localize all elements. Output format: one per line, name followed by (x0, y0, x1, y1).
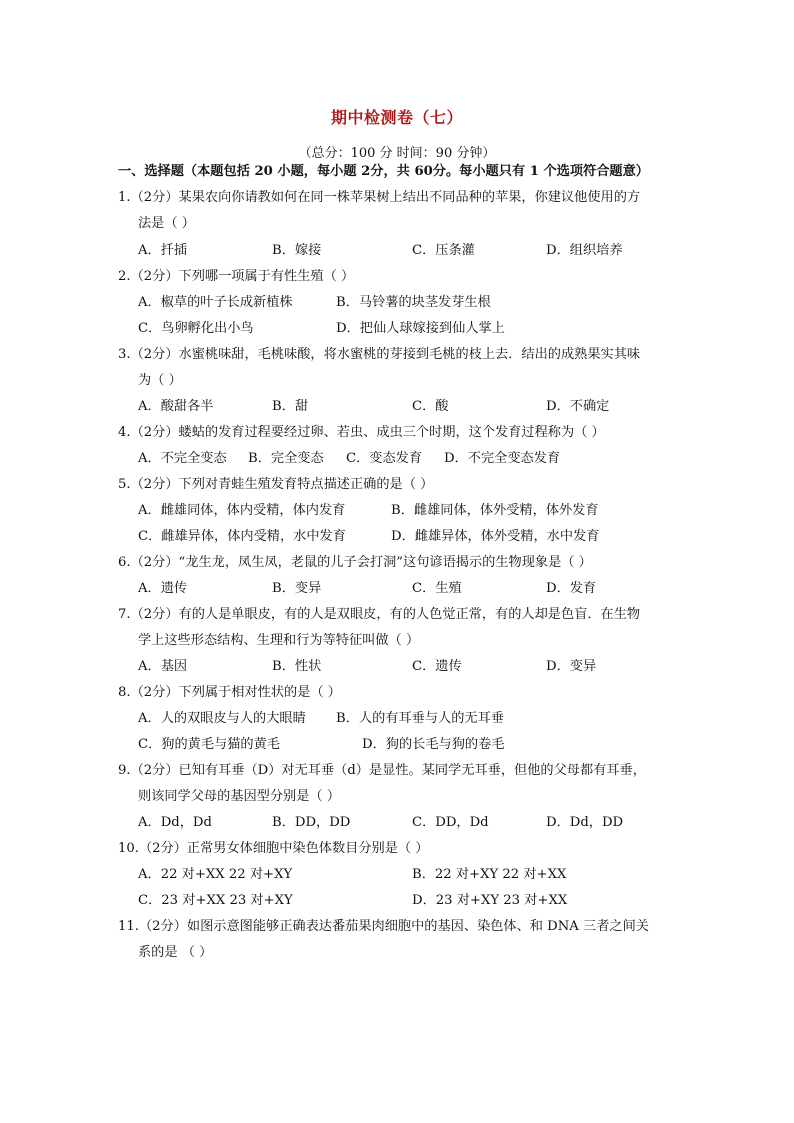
question-1-option-b: B．嫁接 (272, 243, 322, 258)
question-2-option-b: B．马铃薯的块茎发芽生根 (336, 295, 491, 310)
question-10-option-d: D．23 对+XY 23 对+XX (412, 893, 568, 908)
question-6-option-d: D．发育 (546, 581, 597, 596)
question-4-stem: 4.（2分）蝼蛄的发育过程要经过卵、若虫、成虫三个时期，这个发育过程称为（ ） (118, 425, 605, 440)
question-3-option-c: C．酸 (412, 399, 449, 414)
question-1-option-c: C．压条灌 (412, 243, 475, 258)
question-9-stem-cont: 则该同学父母的基因型分别是（ ） (138, 789, 341, 804)
page-title: 期中检测卷（七） (330, 108, 463, 127)
question-2-option-d: D．把仙人球嫁接到仙人掌上 (336, 321, 505, 336)
question-9-option-a: A．Dd，Dd (138, 815, 212, 830)
question-11-stem: 11.（2分）如图示意图能够正确表达番茄果肉细胞中的基因、染色体、和 DNA 三者之间关 (118, 919, 649, 934)
question-8-option-b: B．人的有耳垂与人的无耳垂 (336, 711, 504, 726)
question-3-option-a: A．酸甜各半 (138, 399, 214, 414)
question-9-option-d: D．Dd，DD (546, 815, 624, 830)
question-8-option-c: C．狗的黄毛与猫的黄毛 (138, 737, 280, 752)
question-5-option-b: B．雌雄同体，体外受精，体外发育 (391, 503, 599, 518)
question-1-stem: 1.（2分）某果农向你请教如何在同一株苹果树上结出不同品种的苹果，你建议他使用的方 (118, 190, 641, 205)
question-6-option-a: A．遗传 (138, 581, 188, 596)
question-7-option-b: B．性状 (272, 659, 322, 674)
question-7-stem-cont: 学上这些形态结构、生理和行为等特征叫做（ ） (138, 633, 420, 648)
question-6-option-c: C．生殖 (412, 581, 462, 596)
question-5-stem: 5.（2分）下列对青蛙生殖发育特点描述正确的是（ ） (118, 477, 434, 492)
question-9-stem: 9.（2分）已知有耳垂（D）对无耳垂（d）是显性。某同学无耳垂，但他的父母都有耳垂， (118, 763, 646, 778)
question-4-option-a: A．不完全变态 (138, 451, 227, 466)
question-3-option-b: B．甜 (272, 399, 309, 414)
question-6-stem: 6.（2分）“龙生龙，凤生凤，老鼠的儿子会打洞”这句谚语揭示的生物现象是（ ） (118, 555, 592, 570)
question-1-option-d: D．组织培养 (546, 243, 623, 258)
section-heading: 一、选择题（本题包括 20 小题，每小题 2分，共 60分。每小题只有 1 个选项符合题意） (118, 164, 649, 179)
question-4-option-b: B．完全变态 (248, 451, 324, 466)
question-5-option-a: A．雌雄同体，体内受精，体内发育 (138, 503, 346, 518)
question-10-stem: 10.（2分）正常男女体细胞中染色体数目分别是（ ） (118, 841, 429, 856)
question-10-option-a: A．22 对+XX 22 对+XY (138, 867, 293, 882)
question-5-option-c: C．雌雄异体，体内受精，水中发育 (138, 529, 346, 544)
question-4-option-d: D．不完全变态发育 (444, 451, 561, 466)
question-7-stem: 7.（2分）有的人是单眼皮，有的人是双眼皮，有的人色觉正常，有的人却是色盲．在生物 (118, 607, 641, 622)
question-2-stem: 2.（2分）下列哪一项属于有性生殖（ ） (118, 269, 355, 284)
question-10-option-b: B．22 对+XY 22 对+XX (412, 867, 567, 882)
question-3-stem: 3.（2分）水蜜桃味甜，毛桃味酸，将水蜜桃的芽接到毛桃的枝上去．结出的成熟果实其味 (118, 347, 641, 362)
question-3-option-d: D．不确定 (546, 399, 610, 414)
question-7-option-d: D．变异 (546, 659, 597, 674)
question-9-option-c: C．DD，Dd (412, 815, 489, 830)
question-8-stem: 8.（2分）下列属于相对性状的是（ ） (118, 685, 341, 700)
question-1-option-a: A．扦插 (138, 243, 188, 258)
question-9-option-b: B．DD，DD (272, 815, 351, 830)
question-2-option-a: A．椒草的叶子长成新植株 (138, 295, 293, 310)
question-3-stem-cont: 为（ ） (138, 373, 182, 388)
question-7-option-c: C．遗传 (412, 659, 462, 674)
question-4-option-c: C．变态发育 (346, 451, 423, 466)
question-1-stem-cont: 法是（ ） (138, 216, 195, 231)
question-2-option-c: C．鸟卵孵化出小鸟 (138, 321, 254, 336)
question-8-option-a: A．人的双眼皮与人的大眼睛 (138, 711, 306, 726)
question-10-option-c: C．23 对+XX 23 对+XY (138, 893, 293, 908)
question-8-option-d: D．狗的长毛与狗的卷毛 (362, 737, 505, 752)
question-7-option-a: A．基因 (138, 659, 188, 674)
question-6-option-b: B．变异 (272, 581, 322, 596)
exam-info: （总分：100 分 时间：90 分钟） (298, 146, 496, 161)
question-5-option-d: D．雌雄异体，体外受精，水中发育 (391, 529, 600, 544)
question-11-stem-cont: 系的是 （ ） (138, 945, 213, 960)
